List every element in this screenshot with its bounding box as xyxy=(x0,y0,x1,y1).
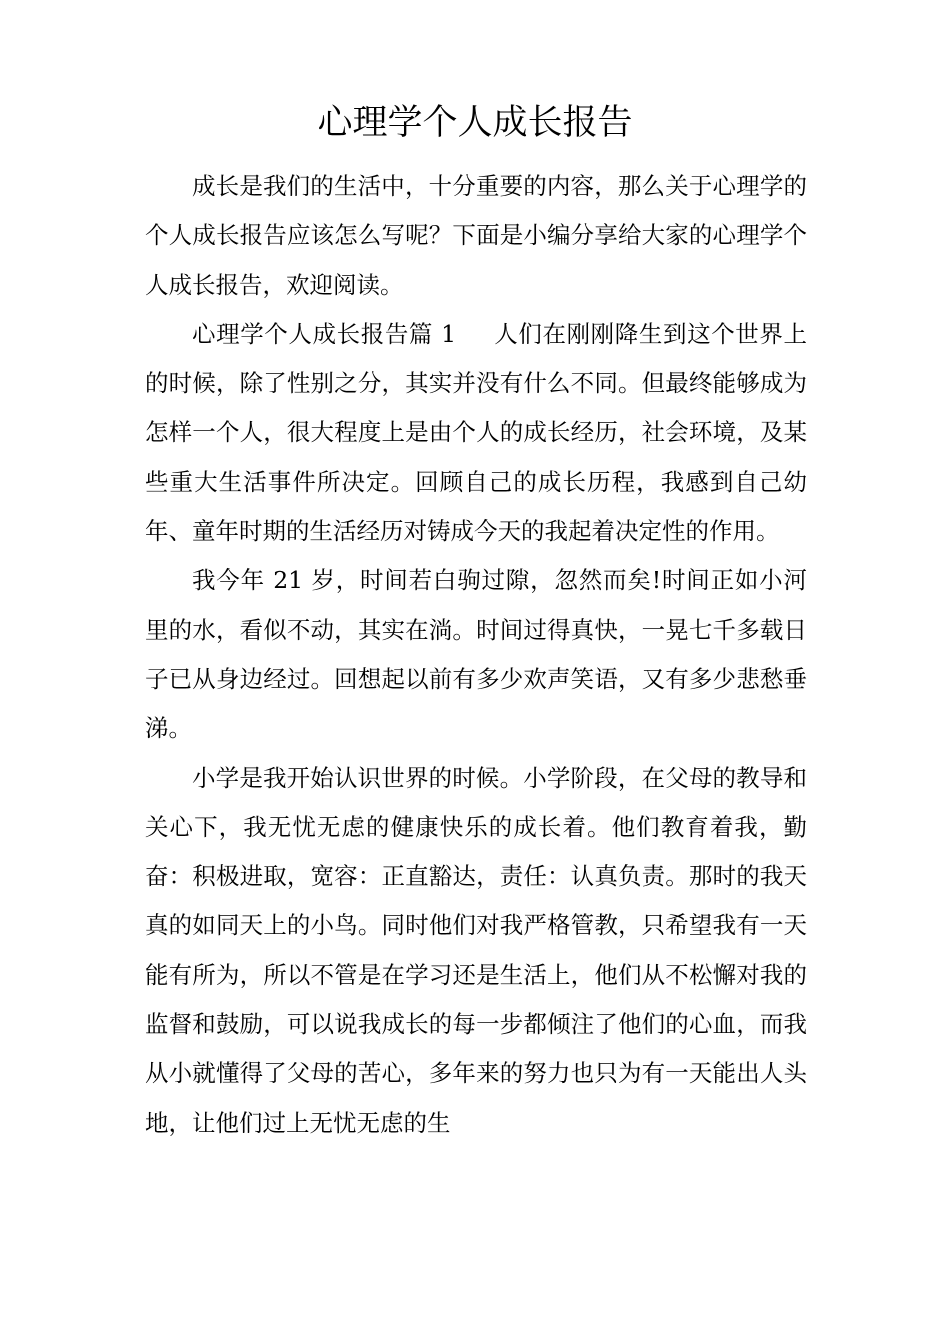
paragraph-text: 我今年 21 岁，时间若白驹过隙，忽然而矣!时间正如小河里的水，看似不动，其实在淌。时间过得真快，一晃七千多载日子已从身边经过。回想起以前有多少欢声笑语，又有多少悲愁垂涕。 xyxy=(145,566,807,743)
body-paragraph xyxy=(145,754,807,1148)
section-paragraph xyxy=(145,310,807,556)
body-paragraph xyxy=(145,556,807,753)
document-body xyxy=(145,162,807,1148)
paragraph-text: 人们在刚刚降生到这个世界上的时候，除了性别之分，其实并没有什么不同。但最终能够成为怎样一个人，很大程度上是由个人的成长经历，社会环境，及某些重大生活事件所决定。回顾自己的成长历程，我感到自己幼年、童年时期的生活经历对铸成今天的我起着决定性的作用。 xyxy=(145,319,808,546)
paragraph-text: 成长是我们的生活中，十分重要的内容，那么关于心理学的个人成长报告应该怎么写呢？下面是小编分享给大家的心理学个人成长报告，欢迎阅读。 xyxy=(145,172,807,299)
section-heading: 心理学个人成长报告篇 1 xyxy=(192,319,457,348)
document-title: 心理学个人成长报告 xyxy=(317,103,633,143)
intro-paragraph xyxy=(145,162,807,310)
paragraph-text: 小学是我开始认识世界的时候。小学阶段，在父母的教导和关心下，我无忧无虑的健康快乐的成长着。他们教育着我，勤奋：积极进取，宽容：正直豁达，责任：认真负责。那时的我天真的如同天上的小鸟。同时他们对我严格管教，只希望我有一天能有所为，所以不管是在学习还是生活上，他们从不松懈对我的监督和鼓励，可以说我成长的每一步都倾注了他们的心血，而我从小就懂得了父母的苦心，多年来的努力也只为有一天能出人头地，让他们过上无忧无虑的生 xyxy=(145,763,807,1137)
